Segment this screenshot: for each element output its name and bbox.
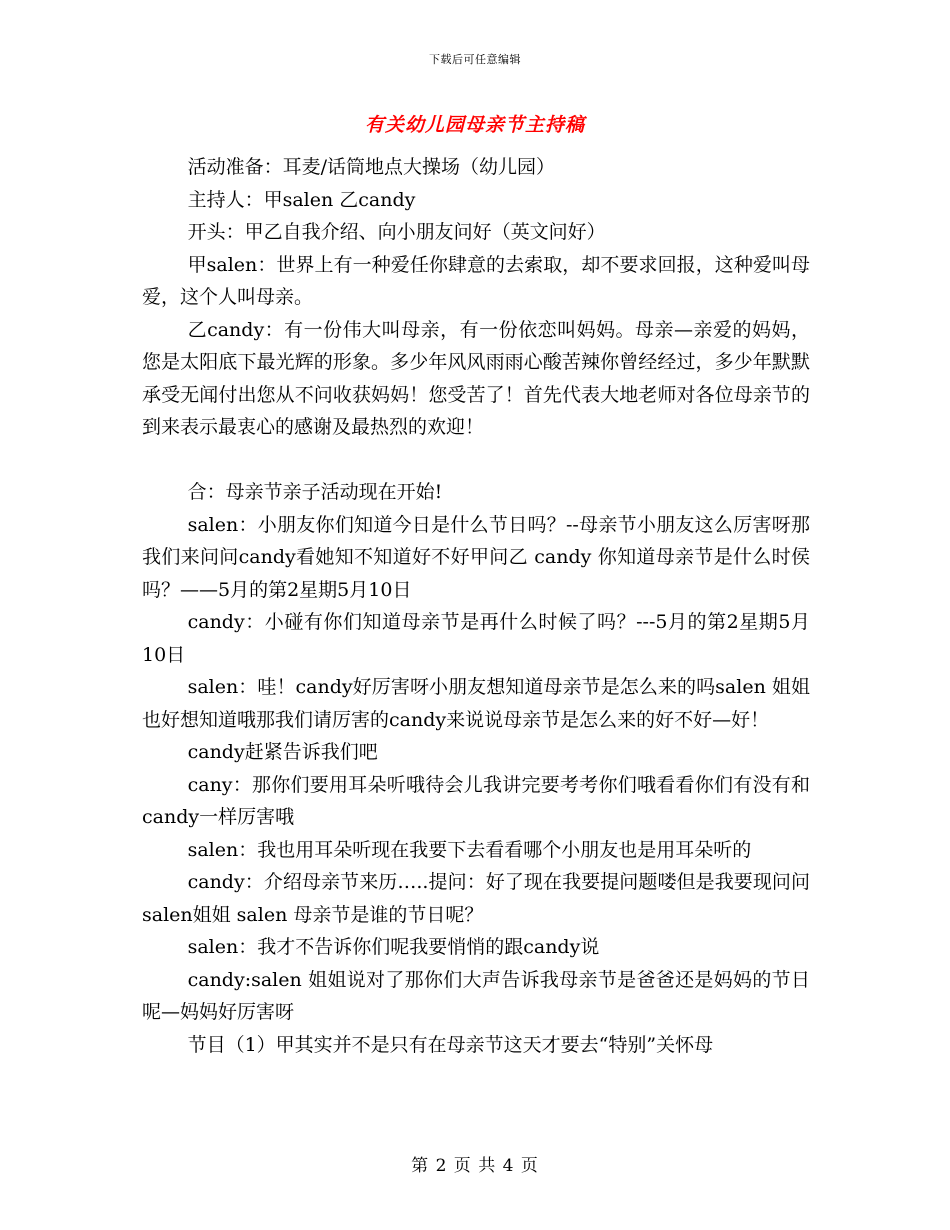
- header-note: 下载后可任意编辑: [429, 53, 521, 66]
- paragraph-candy-intro: 乙candy：有一份伟大叫母亲，有一份依恋叫妈妈。母亲—亲爱的妈妈，您是太阳底下最光辉的形象。多少年风风雨雨心酸苦辣你曾经经过，多少年默默承受无闻付出您从不问收获妈妈！您受苦了！首先代表大地老师对各位母亲节的到来表示最衷心的感谢及最热烈的欢迎！: [142, 318, 810, 438]
- paragraph-salen-listen: salen：我也用耳朵听现在我要下去看看哪个小朋友也是用耳朵听的: [187, 838, 752, 861]
- paragraph-hosts: 主持人：甲salen 乙candy: [187, 188, 416, 211]
- paragraph-salen-question: salen：小朋友你们知道今日是什么节日吗？--母亲节小朋友这么厉害呀那我们来问问candy看她知不知道好不好甲问乙 candy 你知道母亲节是什么时侯吗？——5月的第2星期5月10日: [142, 513, 810, 601]
- paragraph-salen-secret: salen：我才不告诉你们呢我要悄悄的跟candy说: [187, 936, 600, 958]
- paragraph-candy-history: candy：介绍母亲节来历…..提问：好了现在我要提问题喽但是我要现问问salen姐姐 salen 母亲节是谁的节日呢？: [142, 871, 810, 926]
- page-number: 第 2 页 共 4 页: [411, 1156, 539, 1176]
- paragraph-candy-question: candy：小碰有你们知道母亲节是再什么时候了吗？---5月的第2星期5月10日: [142, 611, 810, 666]
- paragraph-salen-origin: salen：哇！candy好厉害呀小朋友想知道母亲节是怎么来的吗salen 姐姐也好想知道哦那我们请厉害的candy来说说母亲节是怎么来的好不好—好！: [142, 676, 810, 731]
- paragraph-candy-answer: candy:salen 姐姐说对了那你们大声告诉我母亲节是爸爸还是妈妈的节日呢—妈妈好厉害呀: [142, 968, 810, 1023]
- paragraph-opening: 开头：甲乙自我介绍、向小朋友问好（英文问好）: [187, 221, 606, 243]
- paragraph-cany-listen: cany：那你们要用耳朵听哦待会儿我讲完要考考你们哦看看你们有没有和candy一样厉害哦: [142, 773, 810, 828]
- paragraph-program-1: 节目（1）甲其实并不是只有在母亲节这天才要去“特别”关怀母: [187, 1033, 714, 1056]
- paragraph-preparation: 活动准备：耳麦/话筒地点大操场（幼儿园）: [187, 156, 555, 178]
- document-body: [142, 151, 810, 1061]
- paragraph-together: 合：母亲节亲子活动现在开始!: [187, 481, 443, 503]
- paragraph-salen-intro: 甲salen：世界上有一种爱任你肆意的去索取，却不要求回报，这种爱叫母爱，这个人叫母亲。: [142, 253, 810, 308]
- paragraph-candy-prompt: candy赶紧告诉我们吧: [187, 741, 378, 763]
- paragraph-spacer: [142, 444, 810, 477]
- document-title: 有关幼儿园母亲节主持稿: [364, 114, 585, 136]
